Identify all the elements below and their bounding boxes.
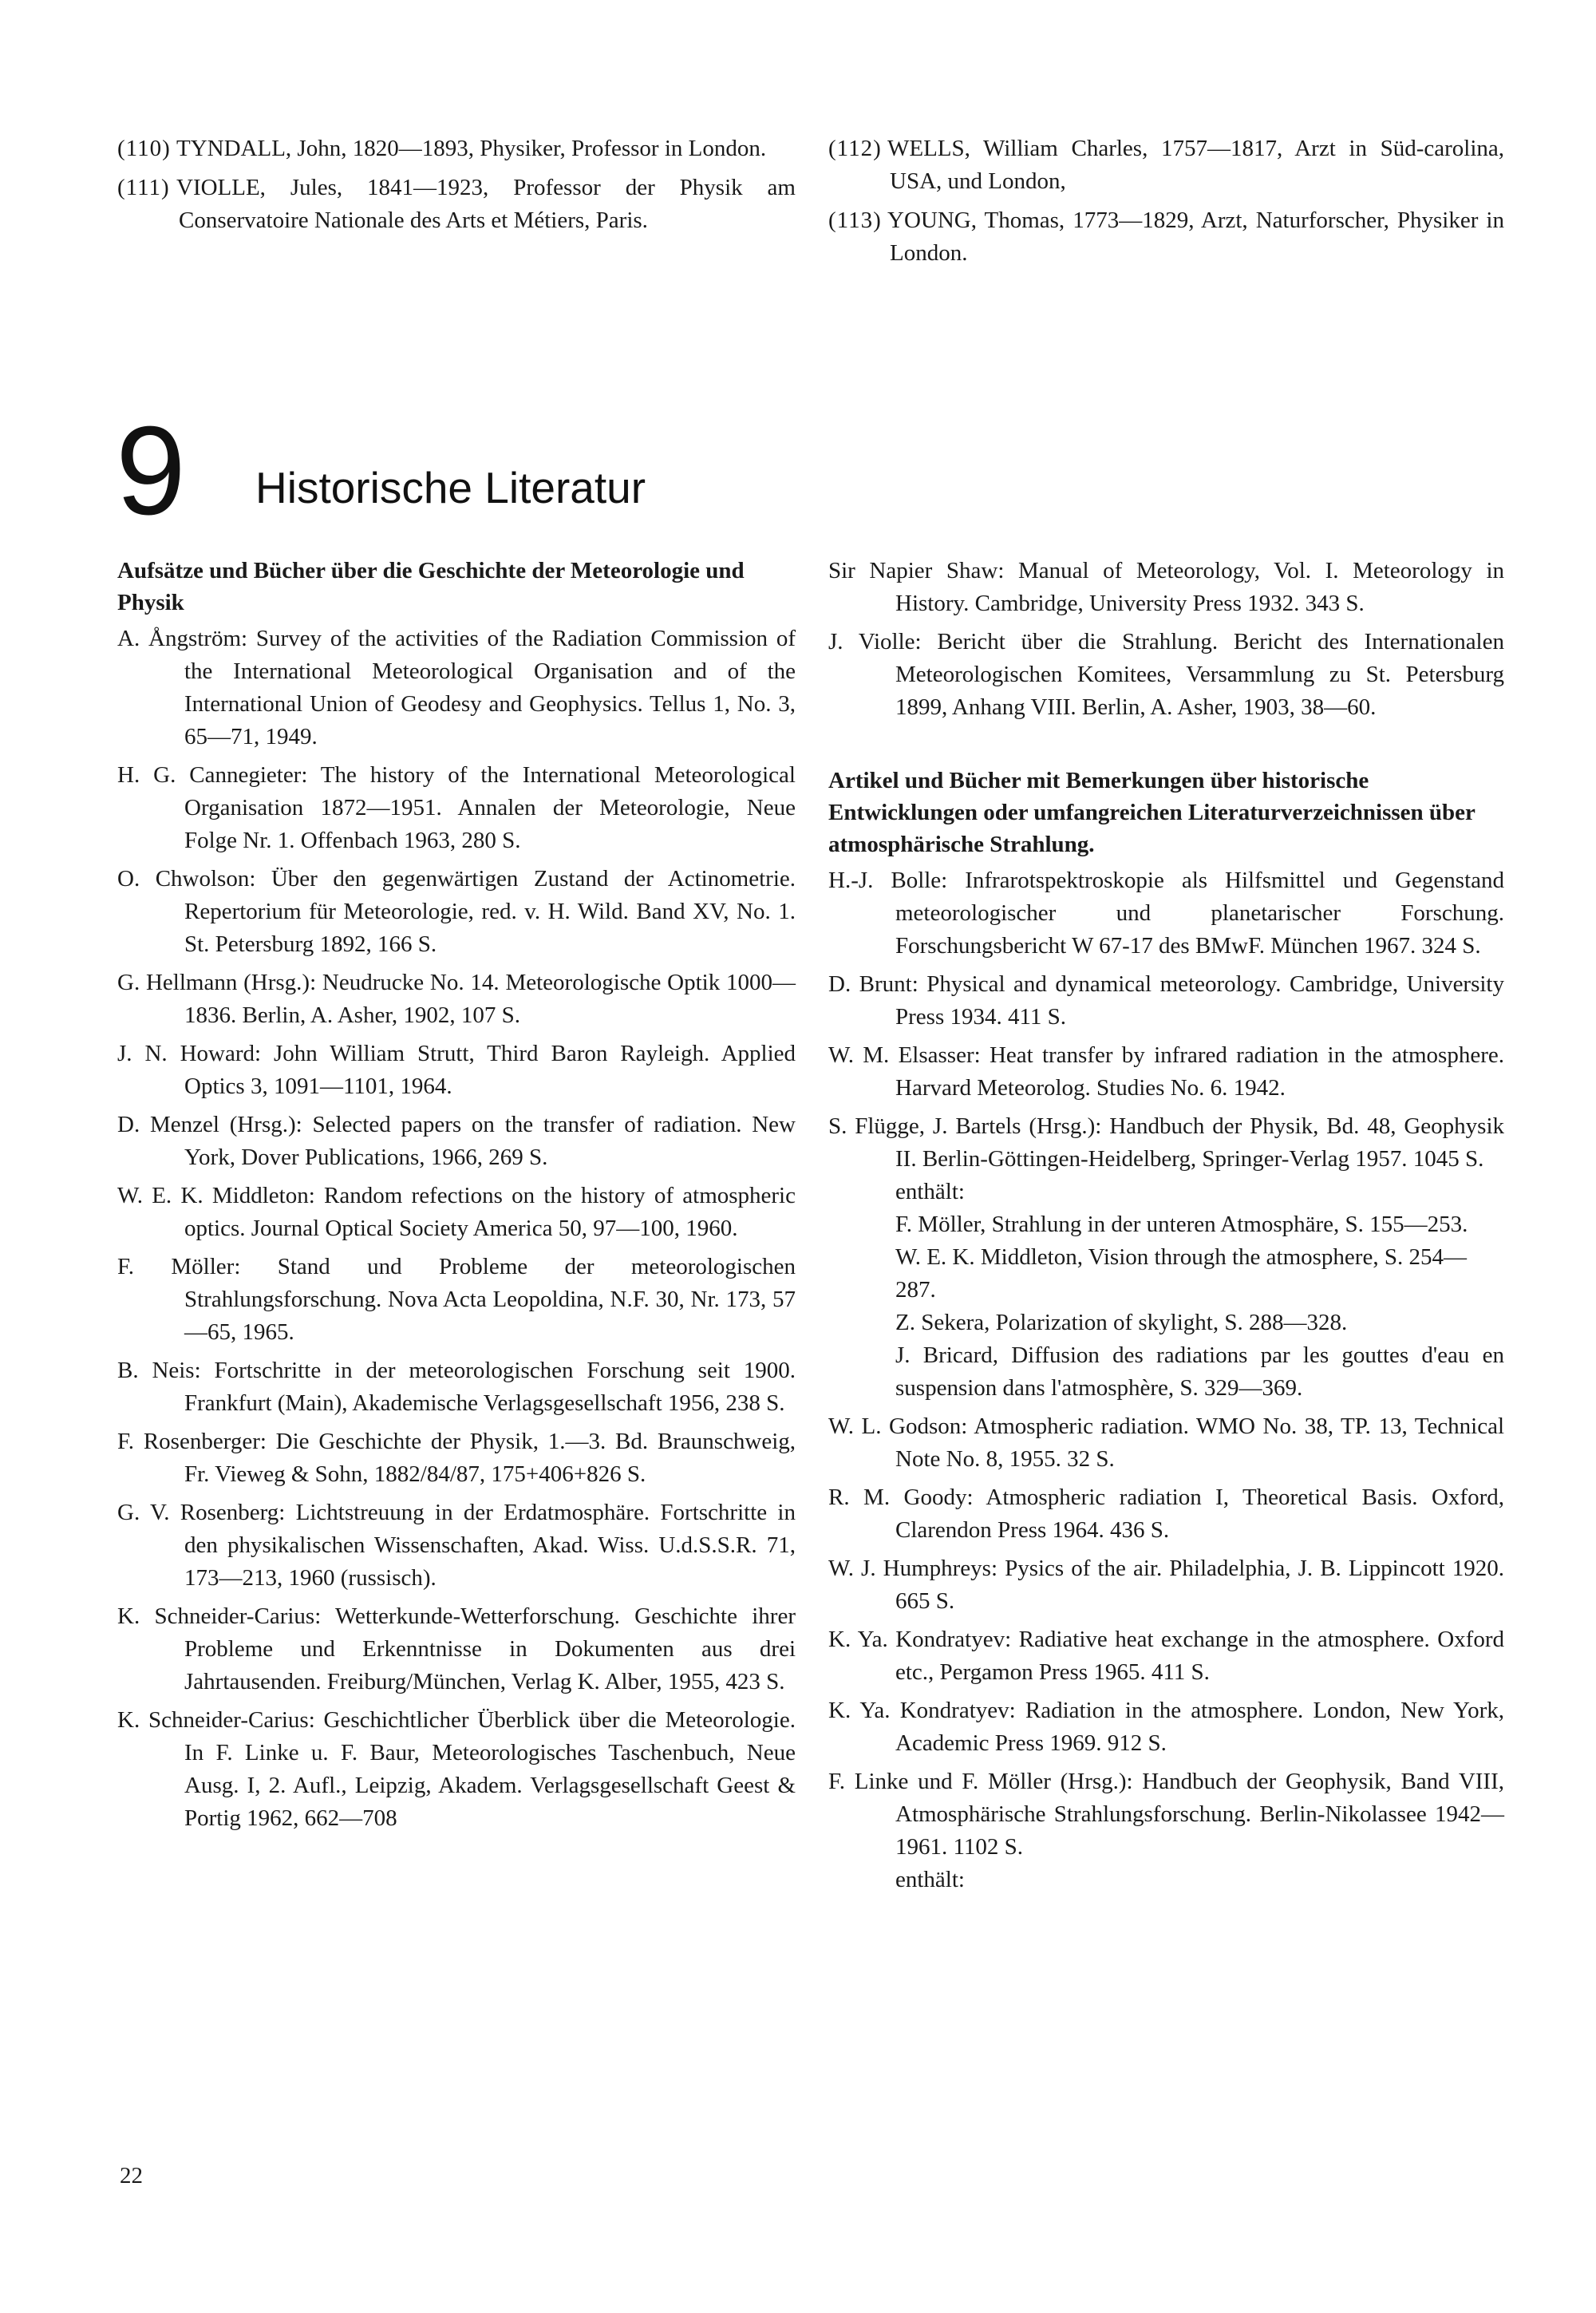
reference-entry: W. J. Humphreys: Pysics of the air. Philadelphia, J. B. Lippincott 1920. 665 S. — [828, 1556, 1504, 1614]
reference-entry: H.-J. Bolle: Infrarotspektroskopie als Hilfsmittel und Gegenstand meteorologischer und planetarischer Forschung. Forschungsbericht W 67-17 des BMwF. München 1967. 324 S. — [828, 868, 1504, 959]
reference-entry: F. Möller: Stand und Probleme der meteorologischen Strahlungsforschung. Nova Acta Leopoldina, N.F. 30, Nr. 173, 57—65, 1965. — [117, 1254, 796, 1345]
entry-text: WELLS, William Charles, 1757—1817, Arzt in Süd-carolina, USA, und London, — [887, 136, 1504, 194]
section-gap — [828, 729, 1504, 765]
contained-article: F. Möller, Strahlung in der unteren Atmosphäre, S. 155—253. — [895, 1212, 1468, 1237]
reference-entry: D. Menzel (Hrsg.): Selected papers on the transfer of radiation. New York, Dover Publications, 1966, 269 S. — [117, 1112, 796, 1170]
chapter-title: Historische Literatur — [255, 463, 646, 512]
reference-entry: Sir Napier Shaw: Manual of Meteorology, Vol. I. Meteorology in History. Cambridge, University Press 1932. 343 S. — [828, 558, 1504, 616]
reference-entry: K. Schneider-Carius: Geschichtlicher Überblick über die Meteorologie. In F. Linke u. F. Baur, Meteorologisches Taschenbuch, Neue Ausg. I, 2. Aufl., Leipzig, Akadem. Verlagsgesellschaft Geest & Portig 1962, 662—708 — [117, 1707, 796, 1831]
handbook-entry: F. Linke und F. Möller (Hrsg.): Handbuch der Geophysik, Band VIII, Atmosphärische Strahlungsforschung. Berlin-Nikolassee 1942—1961. 1102 S. — [828, 1769, 1504, 1860]
reference-entry: O. Chwolson: Über den gegenwärtigen Zustand der Actinometrie. Repertorium für Meteorologie, red. v. H. Wild. Band XV, No. 1. St. Petersburg 1892, 166 S. — [117, 866, 796, 957]
reference-entry: F. Rosenberger: Die Geschichte der Physik, 1.—3. Bd. Braunschweig, Fr. Vieweg & Sohn, 1882/84/87, 175+406+826 S. — [117, 1429, 796, 1487]
reference-entry — [828, 1765, 1504, 1896]
reference-entry: R. M. Goody: Atmospheric radiation I, Theoretical Basis. Oxford, Clarendon Press 1964. 436 S. — [828, 1485, 1504, 1543]
biography-entry — [828, 132, 1504, 198]
section-heading: Aufsätze und Bücher über die Geschichte der Meteorologie und Physik — [117, 558, 745, 615]
entry-text: VIOLLE, Jules, 1841—1923, Professor der Physik am Conservatoire Nationale des Arts et Métiers, Paris. — [176, 175, 796, 233]
entry-number: (111) — [117, 175, 170, 200]
chapter-number: 9 — [116, 401, 186, 541]
contained-article: J. Bricard, Diffusion des radiations par les gouttes d'eau en suspension dans l'atmosphère, S. 329—369. — [895, 1342, 1504, 1401]
left-column — [117, 555, 796, 1841]
reference-entry: K. Schneider-Carius: Wetterkunde-Wetterforschung. Geschichte ihrer Probleme und Erkenntnisse in Dokumenten aus drei Jahrtausenden. Freiburg/München, Verlag K. Alber, 1955, 423 S. — [117, 1603, 796, 1694]
reference-entry: D. Brunt: Physical and dynamical meteorology. Cambridge, University Press 1934. 411 S. — [828, 971, 1504, 1030]
biography-entry — [828, 204, 1504, 270]
contained-article: Z. Sekera, Polarization of skylight, S. 288—328. — [895, 1310, 1348, 1335]
reference-entry: K. Ya. Kondratyev: Radiation in the atmosphere. London, New York, Academic Press 1969. 912 S. — [828, 1698, 1504, 1756]
reference-entry: G. Hellmann (Hrsg.): Neudrucke No. 14. Meteorologische Optik 1000—1836. Berlin, A. Asher, 1902, 107 S. — [117, 970, 796, 1028]
reference-entry: H. G. Cannegieter: The history of the International Meteorological Organisation 1872—1951. Annalen der Meteorologie, Neue Folge Nr. 1. Offenbach 1963, 280 S. — [117, 762, 796, 853]
page-number: 22 — [120, 2163, 143, 2188]
reference-entry — [828, 1110, 1504, 1405]
entry-number: (110) — [117, 136, 171, 161]
section-heading: Artikel und Bücher mit Bemerkungen über historische Entwicklungen oder umfangreichen Literaturverzeichnissen über atmosphärische Strahlung. — [828, 768, 1476, 857]
biography-entry — [117, 172, 796, 237]
top-left-biographies — [117, 132, 796, 243]
reference-entry: J. N. Howard: John William Strutt, Third Baron Rayleigh. Applied Optics 3, 1091—1101, 1964. — [117, 1041, 796, 1099]
contains-label: enthält: — [895, 1179, 965, 1204]
entry-number: (112) — [828, 136, 882, 161]
reference-entry: J. Violle: Bericht über die Strahlung. Bericht des Internationalen Meteorologischen Komitees, Versammlung zu St. Petersburg 1899, Anhang VIII. Berlin, A. Asher, 1903, 38—60. — [828, 629, 1504, 720]
contained-article: W. E. K. Middleton, Vision through the atmosphere, S. 254—287. — [895, 1244, 1467, 1303]
entry-text: TYNDALL, John, 1820—1893, Physiker, Professor in London. — [176, 136, 767, 161]
top-right-biographies — [828, 132, 1504, 276]
handbook-entry: S. Flügge, J. Bartels (Hrsg.): Handbuch der Physik, Bd. 48, Geophysik II. Berlin-Göttingen-Heidelberg, Springer-Verlag 1957. 1045 S. — [828, 1113, 1504, 1172]
reference-entry: B. Neis: Fortschritte in der meteorologischen Forschung seit 1900. Frankfurt (Main), Akademische Verlagsgesellschaft 1956, 238 S. — [117, 1358, 796, 1416]
reference-entry: W. E. K. Middleton: Random refections on the history of atmospheric optics. Journal Optical Society America 50, 97—100, 1960. — [117, 1183, 796, 1241]
reference-entry: G. V. Rosenberg: Lichtstreuung in der Erdatmosphäre. Fortschritte in den physikalischen Wissenschaften, Akad. Wiss. U.d.S.S.R. 71, 173—213, 1960 (russisch). — [117, 1500, 796, 1591]
reference-entry: A. Ångström: Survey of the activities of the Radiation Commission of the International Meteorological Organisation and of the International Union of Geodesy and Geophysics. Tellus 1, No. 3, 65—71, 1949. — [117, 626, 796, 749]
reference-entry: K. Ya. Kondratyev: Radiative heat exchange in the atmosphere. Oxford etc., Pergamon Press 1965. 411 S. — [828, 1627, 1504, 1685]
entry-text: YOUNG, Thomas, 1773—1829, Arzt, Naturforscher, Physiker in London. — [887, 208, 1504, 266]
contains-label: enthält: — [895, 1867, 965, 1892]
reference-entry: W. L. Godson: Atmospheric radiation. WMO No. 38, TP. 13, Technical Note No. 8, 1955. 32 S. — [828, 1414, 1504, 1472]
right-column — [828, 555, 1504, 1896]
reference-entry: W. M. Elsasser: Heat transfer by infrared radiation in the atmosphere. Harvard Meteorolog. Studies No. 6. 1942. — [828, 1042, 1504, 1101]
entry-number: (113) — [828, 208, 882, 233]
biography-entry — [117, 132, 796, 165]
